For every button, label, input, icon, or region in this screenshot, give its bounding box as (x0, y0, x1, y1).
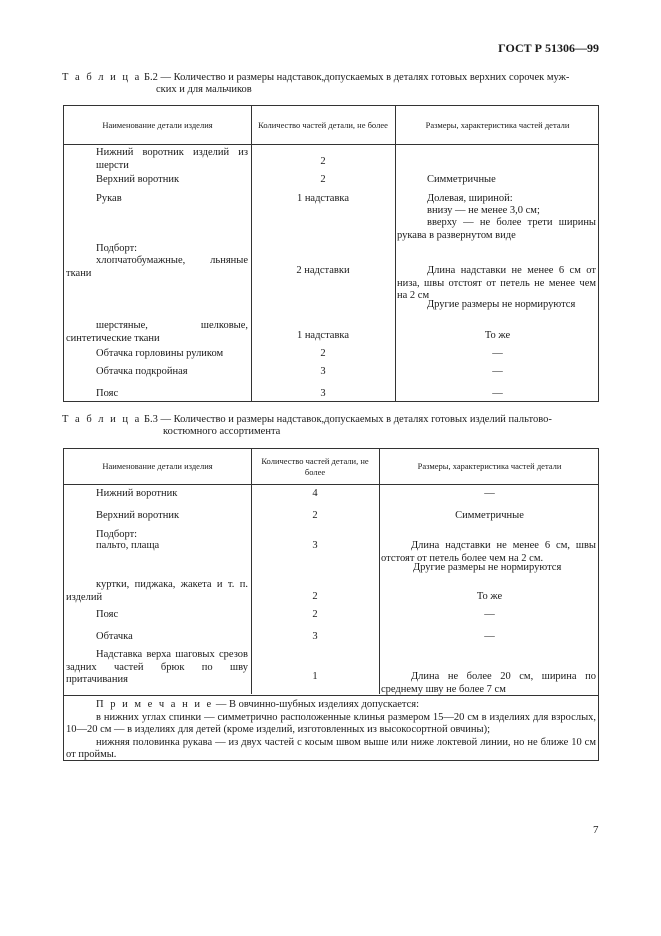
table-b3-row2-count: 2 (312, 510, 318, 521)
table-b3-row6-size: — (484, 631, 495, 642)
table-b3-header-name: Наименование детали изделия (102, 461, 213, 472)
table-b3-header-row (64, 449, 598, 485)
table-b2-header-count: Количество частей детали, не более (258, 119, 388, 130)
table-b2-row2-size: Симметричные (427, 174, 496, 185)
table-b2-row4-size-1: Длина надставки не менее 6 см от низа, швы отстоят от петель не менее чем на 2 см (397, 265, 596, 302)
table-b3-caption (62, 414, 602, 438)
table-b2-row4-name-head: Подборт: (96, 243, 138, 254)
table-b2-caption-text: Б.2 — Количество и размеры надставок,допускаемых в деталях готовых верхних сорочек муж- (143, 72, 570, 83)
table-b2-row3-name: Рукав (96, 193, 122, 204)
table-b3-header-count: Количество частей детали, не более (261, 455, 369, 477)
table-b3-note (66, 699, 596, 762)
table-b3-row2-size: Симметричные (455, 510, 524, 521)
table-b3-row3-size-1: Длина надставки не менее 6 см, швы отстоят от петель более чем на 2 см. (381, 540, 596, 564)
table-b3-row3-name: пальто, плаща (96, 540, 160, 551)
table-b3-row1-count: 4 (312, 488, 318, 499)
table-b2-row8-name: Пояс (96, 388, 119, 399)
table-b2-row3-count: 1 надставка (296, 193, 350, 204)
table-b3-header-size: Размеры, характеристика частей детали (417, 461, 562, 472)
table-b2-row5-size: То же (484, 330, 511, 341)
table-b2-row8-count: 3 (320, 388, 326, 399)
table-b3-row1-name: Нижний воротник (96, 488, 178, 499)
table-b3-row3-name-head: Подборт: (96, 529, 138, 540)
table-b2-row2-name: Верхний воротник (96, 174, 180, 185)
table-b3-caption-prefix: Т а б л и ц а (62, 414, 142, 425)
table-b3-row4-name: куртки, пиджака, жакета и т. п. изделий (66, 579, 248, 603)
table-b3-note-intro: — В овчинно-шубных изделиях допускается: (215, 699, 420, 710)
table-b2-row6-name: Обтачка горловины руликом (96, 348, 224, 359)
table-b2-row6-size: — (492, 348, 503, 359)
table-b3-note-line2: нижняя половинка рукава — из двух частей с косым швом выше или ниже локтевой линии, но не ближе 10 см от проймы. (66, 736, 596, 761)
table-b3 (63, 448, 599, 761)
table-b2-row1-count: 2 (320, 156, 326, 167)
table-b2-row2-count: 2 (320, 174, 326, 185)
table-b2-row7-count: 3 (320, 366, 326, 377)
table-b3-row2-name: Верхний воротник (96, 510, 180, 521)
table-b3-row5-name: Пояс (96, 609, 119, 620)
table-b2-caption-prefix: Т а б л и ц а (62, 72, 142, 83)
table-b2-row6-count: 2 (320, 348, 326, 359)
table-b3-row1-size: — (484, 488, 495, 499)
table-b3-row5-size: — (484, 609, 495, 620)
table-b2-row8-size: — (492, 388, 503, 399)
table-b3-note-line1: в нижних углах спинки — симметрично расположенные клинья размером 15—20 см в изделиях для взрослых, 10—20 см — в изделиях для детей (кроме изделий, изготовленных из высокосортной овчины); (66, 711, 596, 736)
table-b3-row4-count: 2 (312, 591, 318, 602)
table-b3-note-divider (64, 695, 598, 696)
table-b2-row5-count: 1 надставка (296, 330, 350, 341)
table-b3-row4-size: То же (476, 591, 503, 602)
table-b2-caption-cont: ских и для мальчиков (156, 84, 252, 96)
table-b3-note-intro-line (66, 699, 596, 712)
table-b3-col-divider-2 (379, 449, 380, 694)
table-b2-row7-size: — (492, 366, 503, 377)
table-b3-caption-cont: костюмного ассортимента (163, 426, 281, 438)
table-b2-row4-size-2: Другие размеры не нормируются (427, 299, 576, 310)
table-b3-row5-count: 2 (312, 609, 318, 620)
table-b3-row6-count: 3 (312, 631, 318, 642)
table-b3-caption-text: Б.3 — Количество и размеры надставок,допускаемых в деталях готовых изделий пальтово- (143, 414, 552, 425)
table-b2-header-name: Наименование детали изделия (102, 119, 213, 130)
table-b3-col-divider-1 (251, 449, 252, 694)
table-b3-row3-count: 3 (312, 540, 318, 551)
table-b3-row7-size: Длина не более 20 см, ширина по среднему шву не более 7 см (381, 671, 596, 695)
table-b3-row7-count: 1 (312, 671, 318, 682)
table-b3-row3-size-2: Другие размеры не нормируются (413, 562, 562, 573)
page-number: 7 (593, 824, 599, 836)
table-b2-row4-count: 2 надставки (296, 265, 350, 276)
table-b2-row3-size-2: внизу — не менее 3,0 см; (427, 205, 540, 216)
table-b2-row4-name: хлопчатобумажные, льняные ткани (66, 255, 248, 279)
table-b3-note-prefix: П р и м е ч а н и е (96, 699, 214, 710)
table-b2-row3-size-1: Долевая, шириной: (427, 193, 513, 204)
table-b3-row7-name: Надставка верха шаговых срезов задних частей брюк по шву притачивания (66, 649, 248, 686)
table-b2-row1-name: Нижний воротник изделий из шерсти (96, 147, 248, 171)
table-b2-row3-size-3: вверху — не более трети ширины рукава в развернутом виде (397, 217, 596, 241)
table-b2 (63, 105, 599, 402)
table-b2-header-row (64, 106, 598, 145)
document-header: ГОСТ Р 51306—99 (498, 41, 599, 55)
table-b2-row5-name: шерстяные, шелковые, синтетические ткани (66, 320, 248, 344)
table-b2-row7-name: Обтачка подкройная (96, 366, 188, 377)
table-b2-caption (62, 72, 602, 96)
table-b2-header-size: Размеры, характеристика частей детали (425, 119, 570, 130)
table-b3-row6-name: Обтачка (96, 631, 133, 642)
